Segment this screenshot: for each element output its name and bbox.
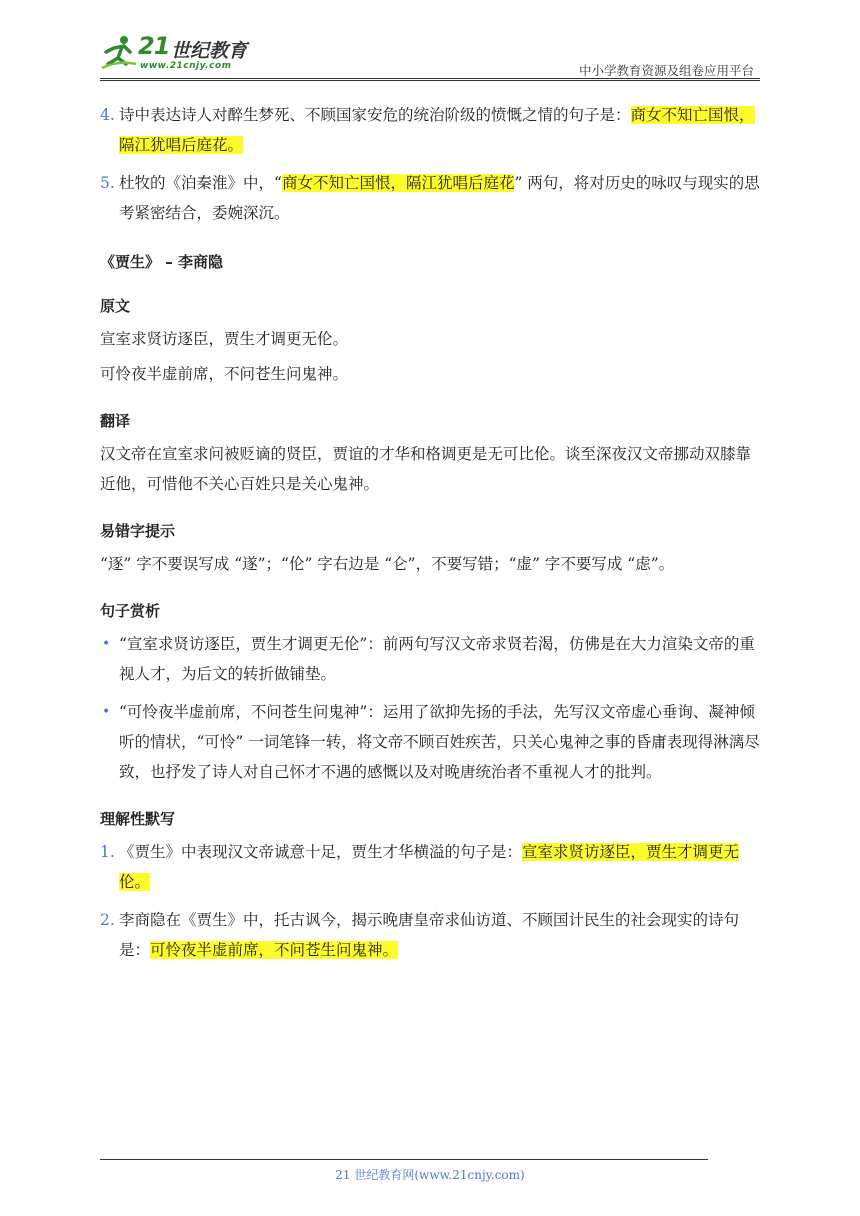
list-item — [100, 168, 760, 228]
header-divider-2 — [100, 80, 760, 81]
list-number: 4. — [100, 106, 115, 124]
section-heading-typo-tips: 易错字提示 — [100, 522, 176, 540]
logo-url: www.21cnjy.com — [140, 61, 232, 71]
header-platform-text: 中小学教育资源及组卷应用平台 — [578, 63, 754, 78]
poem-line: 可怜夜半虚前席，不问苍生问鬼神。 — [100, 365, 349, 383]
logo — [96, 30, 256, 76]
bullet-item — [100, 697, 760, 787]
highlighted-answer: 商女不知亡国恨，隔江犹唱后庭花。 — [119, 106, 755, 154]
header-divider — [100, 78, 760, 79]
logo-number: 21 — [138, 32, 170, 60]
bullet-text: “宣室求贤访逐臣，贾生才调更无伦”：前两句写汉文帝求贤若渴，仿佛是在大力渲染文帝的重视人才，为后文的转折做铺垫。 — [119, 635, 755, 683]
item-text-end: ” 两句，将对历史的咏叹与现实的思考紧密结合，委婉深沉。 — [119, 174, 760, 222]
section-heading-translation: 翻译 — [100, 412, 131, 430]
poem-title: 《贾生》 – 李商隐 — [100, 253, 223, 271]
item-text: 李商隐在《贾生》中，托古讽今，揭示晚唐皇帝求仙访道、不顾国计民生的社会现实的诗句是： — [119, 911, 740, 959]
list-number: 2. — [100, 911, 115, 929]
highlighted-answer: 宣室求贤访逐臣，贾生才调更无伦。 — [119, 843, 740, 891]
typo-tips-text: “逐” 字不要误写成 “遂”；“伦” 字右边是 “仑”，不要写错；“虚” 字不要写成 “虑”。 — [100, 555, 675, 573]
page-footer: 21 世纪教育网(www.21cnjy.com) — [335, 1168, 525, 1182]
list-number: 1. — [100, 843, 115, 861]
section-heading-appreciation: 句子赏析 — [100, 602, 161, 620]
poem-line: 宣室求贤访逐臣，贾生才调更无伦。 — [100, 330, 349, 348]
item-text: 诗中表达诗人对醉生梦死、不顾国家安危的统治阶级的愤慨之情的句子是： — [119, 106, 631, 124]
list-number: 5. — [100, 174, 115, 192]
section-heading-dictation: 理解性默写 — [100, 810, 176, 828]
bullet-text: “可怜夜半虚前席，不问苍生问鬼神”：运用了欲抑先扬的手法，先写汉文帝虚心垂询、凝神倾听的情状，“可怜” 一词笔锋一转，将文帝不顾百姓疾苦，只关心鬼神之事的昏庸表现得淋漓尽致，也抒发了诗人对自己怀才不遇的感慨以及对晚唐统治者不重视人才的批判。 — [119, 703, 760, 781]
page-header — [96, 30, 760, 80]
translation-text: 汉文帝在宣室求问被贬谪的贤臣，贾谊的才华和格调更是无可比伦。谈至深夜汉文帝挪动双膝靠近他，可惜他不关心百姓只是关心鬼神。 — [100, 445, 752, 493]
list-item — [100, 905, 760, 965]
highlighted-answer: 可怜夜半虚前席，不问苍生问鬼神。 — [150, 941, 399, 959]
runner-icon — [100, 34, 138, 72]
section-heading-original: 原文 — [100, 297, 131, 315]
highlighted-answer: 商女不知亡国恨，隔江犹唱后庭花 — [281, 174, 515, 192]
footer-divider — [100, 1159, 708, 1160]
document-body — [100, 100, 760, 973]
item-text: 《贾生》中表现汉文帝诚意十足，贾生才华横溢的句子是： — [119, 843, 523, 861]
bullet-icon: • — [102, 704, 111, 720]
list-item — [100, 837, 760, 897]
bullet-icon: • — [102, 636, 111, 652]
bullet-item — [100, 629, 760, 689]
item-text: 杜牧的《泊秦淮》中，“ — [119, 174, 282, 192]
logo-name: 世纪教育 — [171, 40, 248, 62]
list-item — [100, 100, 760, 160]
